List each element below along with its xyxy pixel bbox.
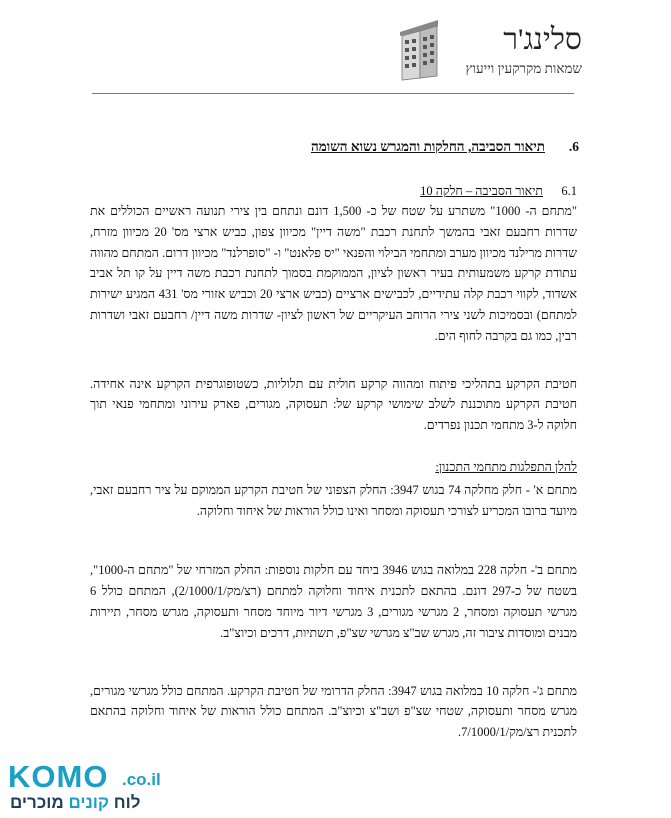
paragraph-compound-c: מתחם ג'- חלקה 10 במלואה בגוש 3947: החלק הדרומי של חטיבת הקרקע. המתחם כולל מגרשי מגורים, מגרש מסחר ותעסוקה, שטחי שצ"פ ושב"צ וכיוצ"ב. המתחם כולל הוראות של איחוד וחלוקה בהתאם לתכנית רצ/מק/7/1000/1. [90,683,577,740]
subsection-title: תיאור הסביבה – חלקה 10 [420,184,543,198]
company-logo [370,18,582,82]
subsection-heading [90,184,577,199]
paragraph-compound-a: מתחם א' - חלק מחלקה 74 בגוש 3947: החלק הצפוני של חטיבת הקרקע הממוקם על ציר רחבעם זאבי, מיועד ברובו המכריע לצורכי תעסוקה ומסחר ואינו כולל הוראות של איחוד וחלוקה. [90,482,577,518]
komo-tagline-part1: לוח [109,793,141,812]
paragraph-area-description: "מתחם ה- 1000" משתרע על שטח של כ- 1,500 דונם ונתחם בין צירי תנועה ראשיים הכוללים את שדרות רחבעם זאבי בהמשך לתחנת רכבת "משה דיין" מכיוון צפון, כביש ארצי מס' 20 מכיוון מזרח, שדרות מרילנד מכיוון מערב ומתחמי הבילוי והפנאי "יס פלאנט" ו- "סופרלנד" מכיוון דרום. המתחם מהווה עתודת קרקע משמעותית בעיר ראשון לציון, הממוקמת בסמוך לתחנת רכבת משה דיין על קו תל אביב אשדוד, לקווי רכבת קלה עתידיים, לכבישים ארציים (כביש ארצי 20 וכביש אזורי מס' 431 המגיע ישירות למתחם) ובסמיכות לשני צירי הרוחב העיקריים של ראשון לציון- שדרות משה דיין/ רחבעם זאבי ושדרות רבין, כמו גם בקרבה לחוף הים. [90,204,578,343]
komo-brand: KOMO [8,759,109,794]
company-tagline: שמאות מקרקעין וייעוץ [465,61,582,76]
komo-tagline-highlight: קונים [68,793,110,812]
section-title: תיאור הסביבה, החלקות והמגרש נשוא השומה [310,139,545,154]
company-name: סלינג'ר [503,23,582,56]
komo-watermark [4,760,174,816]
komo-tagline [10,793,170,813]
komo-domain: .co.il [122,770,161,789]
header-divider [92,93,574,94]
paragraph-planning-intro: להלן התפלגות מתחמי התכנון: [435,459,577,474]
section-heading [90,139,579,155]
paragraph-compound-b: מתחם ב'- חלקה 228 במלואה בגוש 3946 ביחד עם חלקות נוספות: החלק המזרחי של "מתחם ה-1000", בשטח של כ-297 דונם. בהתאם לתכנית איחוד וחלוקה למתחם (רצ/מק/2/1000/1), המתחם כולל 6 מגרשי תעסוקה ומסחר, 2 מגרשי מגורים, 3 מגרשי דיור מיוחד מסחר ותעסוקה, מגרש מסחר, תיירות מבנים ומוסדות ציבור זה, מגרש שב"צ מגרשי שצ"פ, תשתיות, דרכים וכיוצ"ב. [90,563,578,640]
paragraph-land-status: חטיבת הקרקע בתהליכי פיתוח ומהווה קרקע חולית עם תלוליות, כשטופוגרפית הקרקע אינה אחידה. חטיבת הקרקע מתוכננת לשלב שימושי קרקע של: תעסוקה, מגורים, פארק עירוני ומתחמי פנאי תוך חלוקה ל-3 מתחמי תכנון נפרדים. [90,376,577,433]
subsection-number: 6.1 [561,184,577,198]
komo-tagline-part2: מוכרים [10,793,69,812]
document-body [90,139,577,743]
section-number: 6. [568,139,579,154]
